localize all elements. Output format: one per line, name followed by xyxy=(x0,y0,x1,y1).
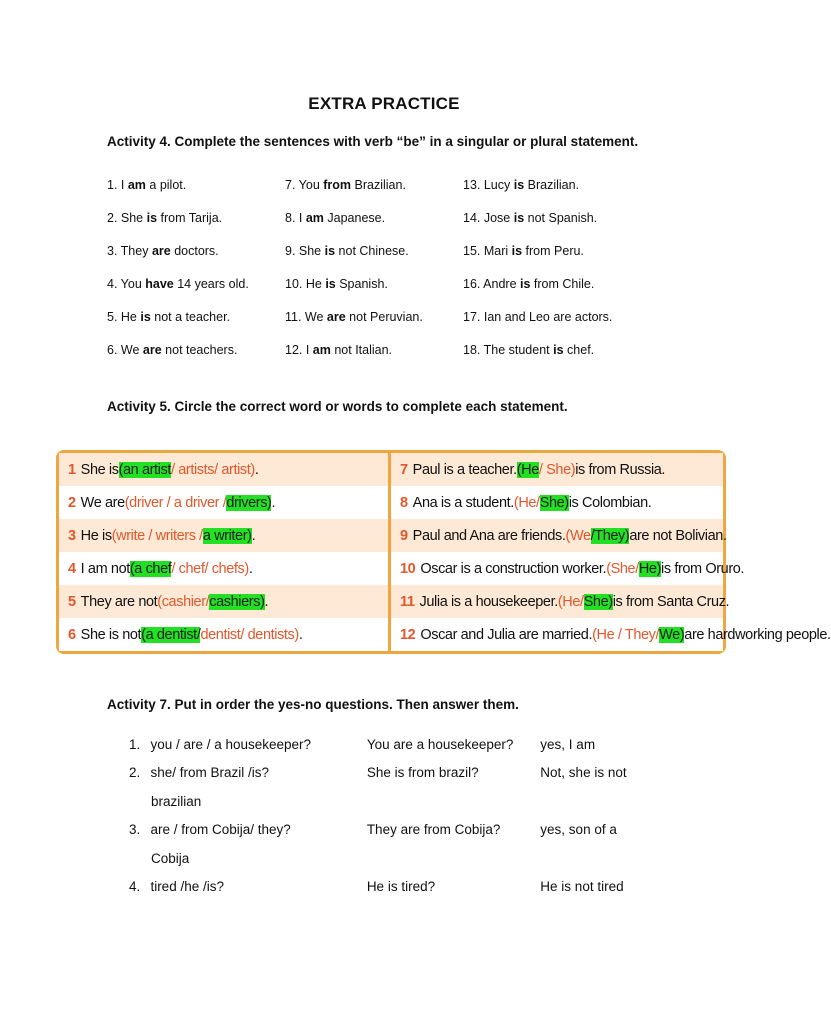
item-number: 7 xyxy=(400,461,408,478)
sentence-text: He is xyxy=(80,527,112,544)
answer-options: (He/ xyxy=(557,593,584,610)
activity4-row xyxy=(107,333,667,366)
question-continuation: brazilian xyxy=(151,793,202,809)
sentence-text: . xyxy=(251,527,256,544)
sentence-text: She is not xyxy=(80,626,142,643)
activity4-verb: is xyxy=(513,177,525,192)
activity4-row xyxy=(107,234,667,267)
answer-options: (He / They/ xyxy=(592,626,660,643)
activity4-verb: is xyxy=(511,243,523,258)
activity5-row xyxy=(59,519,388,552)
activity7-row xyxy=(107,730,667,759)
activity5-row xyxy=(59,585,388,618)
activity7-row xyxy=(107,873,667,902)
answer: yes, I am xyxy=(540,736,596,752)
question-number: 1. xyxy=(129,736,141,752)
question-number: 3. xyxy=(129,822,141,838)
sentence-text: . xyxy=(271,494,276,511)
activity4-sentence: 15. Mari is from Peru. xyxy=(463,243,584,258)
activity4-verb: are xyxy=(151,243,171,258)
ordered-question: He is tired? xyxy=(366,879,436,895)
highlighted-answer: /They) xyxy=(590,527,630,544)
sentence-text: is from Santa Cruz. xyxy=(612,593,730,610)
sentence-text: . xyxy=(298,626,303,643)
sentence-text: We are xyxy=(80,494,125,511)
activity4-verb: is xyxy=(553,342,564,357)
sentence-text: Paul is a teacher. xyxy=(412,461,517,478)
item-number: 4 xyxy=(68,560,76,577)
sentence-text: Paul and Ana are friends. xyxy=(412,527,566,544)
activity4-verb: is xyxy=(146,210,158,225)
activity5-right-column xyxy=(391,453,831,651)
highlighted-answer: He) xyxy=(638,560,662,577)
highlighted-answer: She) xyxy=(583,593,613,610)
activity7-heading: Activity 7. Put in order the yes-no questions. Then answer them. xyxy=(107,697,519,712)
activity4-verb: is xyxy=(520,276,531,291)
activity4-verb: am xyxy=(127,177,146,192)
activity4-sentence: 6. We are not teachers. xyxy=(107,342,238,357)
highlighted-answer: drivers) xyxy=(226,494,272,511)
activity4-sentence: 4. You have 14 years old. xyxy=(107,276,249,291)
sentence-text: is from Russia. xyxy=(575,461,666,478)
answer-options: dentist/ dentists) xyxy=(200,626,299,643)
highlighted-answer: cashiers) xyxy=(209,593,265,610)
activity4-row xyxy=(107,201,667,234)
activity4-verb: am xyxy=(312,342,331,357)
activity4-sentence: 3. They are doctors. xyxy=(107,243,219,258)
answer-options: (He/ xyxy=(513,494,540,511)
item-number: 1 xyxy=(68,461,76,478)
question-continuation: Cobija xyxy=(151,850,190,866)
scrambled-question: you / are / a housekeeper? xyxy=(150,736,312,752)
activity4-sentence: 8. I am Japanese. xyxy=(285,210,386,225)
answer-options: (driver / a driver / xyxy=(124,494,227,511)
activity5-left-column xyxy=(59,453,391,651)
activity4-sentence: 2. She is from Tarija. xyxy=(107,210,223,225)
activity4-verb: am xyxy=(305,210,324,225)
page-title: EXTRA PRACTICE xyxy=(308,94,460,113)
sentence-text: . xyxy=(248,560,253,577)
activity4-row xyxy=(107,300,667,333)
highlighted-answer: (a chef xyxy=(129,560,172,577)
answer: yes, son of a xyxy=(540,822,617,838)
answer-options: (We xyxy=(565,527,591,544)
question-number: 4. xyxy=(129,879,141,895)
activity4-verb: have xyxy=(145,276,174,291)
activity5-row xyxy=(59,453,388,486)
highlighted-answer: We) xyxy=(659,626,685,643)
answer-options: (She/ xyxy=(606,560,639,577)
answer: He is not tired xyxy=(540,879,624,895)
activity4-verb: from xyxy=(323,177,352,192)
activity4-sentence: 5. He is not a teacher. xyxy=(107,309,231,324)
activity5-heading: Activity 5. Circle the correct word or words to complete each statement. xyxy=(107,399,568,414)
activity4-sentence: 10. He is Spanish. xyxy=(285,276,388,291)
activity4-row xyxy=(107,267,667,300)
activity4-grid xyxy=(107,168,667,366)
activity4-sentence: 18. The student is chef. xyxy=(463,342,595,357)
item-number: 8 xyxy=(400,494,408,511)
activity7-list xyxy=(107,730,667,901)
answer-options: / artists/ artist) xyxy=(171,461,255,478)
sentence-text: She is xyxy=(80,461,119,478)
activity7-row xyxy=(107,787,667,816)
item-number: 5 xyxy=(68,593,76,610)
sentence-text: Oscar is a construction worker. xyxy=(420,560,607,577)
activity5-row xyxy=(59,552,388,585)
sentence-text: Oscar and Julia are married. xyxy=(420,626,593,643)
activity5-row xyxy=(391,585,730,618)
answer: Not, she is not xyxy=(540,765,627,781)
activity4-sentence: 7. You from Brazilian. xyxy=(285,177,406,192)
highlighted-answer: (a dentist/ xyxy=(141,626,201,643)
sentence-text: I am not xyxy=(80,560,130,577)
sentence-text: Ana is a student. xyxy=(412,494,514,511)
item-number: 11 xyxy=(400,593,415,610)
highlighted-answer: (He xyxy=(516,461,539,478)
activity5-row xyxy=(391,453,723,486)
activity5-row xyxy=(391,519,727,552)
activity5-row xyxy=(391,618,831,651)
question-number: 2. xyxy=(129,765,141,781)
sentence-text: . xyxy=(264,593,269,610)
ordered-question: They are from Cobija? xyxy=(366,822,501,838)
highlighted-answer: She) xyxy=(539,494,569,511)
sentence-text: are not Bolivian. xyxy=(629,527,727,544)
activity5-row xyxy=(391,552,745,585)
highlighted-answer: (an artist xyxy=(118,461,171,478)
activity4-verb: are xyxy=(142,342,162,357)
activity4-sentence: 11. We are not Peruvian. xyxy=(285,309,423,324)
activity4-sentence: 14. Jose is not Spanish. xyxy=(463,210,598,225)
scrambled-question: are / from Cobija/ they? xyxy=(150,822,291,838)
item-number: 9 xyxy=(400,527,408,544)
answer-options: / She) xyxy=(538,461,576,478)
activity4-sentence: 17. Ian and Leo are actors. xyxy=(463,309,613,324)
activity4-sentence: 9. She is not Chinese. xyxy=(285,243,409,258)
highlighted-answer: a writer) xyxy=(202,527,252,544)
sentence-text: are hardworking people. xyxy=(684,626,831,643)
scrambled-question: she/ from Brazil /is? xyxy=(150,765,269,781)
activity5-row xyxy=(391,486,723,519)
ordered-question: She is from brazil? xyxy=(366,765,479,781)
sentence-text: is from Oruro. xyxy=(661,560,745,577)
sentence-text: . xyxy=(254,461,259,478)
activity5-row xyxy=(59,486,388,519)
activity4-heading: Activity 4. Complete the sentences with verb “be” in a singular or plural statement. xyxy=(107,134,639,149)
answer-options: (cashier/ xyxy=(157,593,210,610)
sentence-text: They are not xyxy=(80,593,158,610)
activity4-sentence: 13. Lucy is Brazilian. xyxy=(463,177,580,192)
item-number: 10 xyxy=(400,560,416,577)
answer-options: (write / writers / xyxy=(111,527,203,544)
activity4-row xyxy=(107,168,667,201)
scrambled-question: tired /he /is? xyxy=(150,879,224,895)
activity4-verb: is xyxy=(325,276,336,291)
answer-options: / chef/ chefs) xyxy=(171,560,249,577)
activity5-row xyxy=(59,618,388,651)
activity7-row xyxy=(107,816,667,845)
activity4-verb: are xyxy=(326,309,346,324)
item-number: 2 xyxy=(68,494,76,511)
activity4-verb: is xyxy=(513,210,525,225)
sentence-text: Julia is a housekeeper. xyxy=(419,593,558,610)
activity7-row xyxy=(107,759,667,788)
activity4-sentence: 1. I am a pilot. xyxy=(107,177,187,192)
item-number: 3 xyxy=(68,527,76,544)
activity4-sentence: 16. Andre is from Chile. xyxy=(463,276,595,291)
activity4-sentence: 12. I am not Italian. xyxy=(285,342,393,357)
item-number: 12 xyxy=(400,626,416,643)
activity4-verb: is xyxy=(324,243,336,258)
sentence-text: is Colombian. xyxy=(568,494,652,511)
activity5-table xyxy=(56,450,831,654)
ordered-question: You are a housekeeper? xyxy=(366,736,514,752)
activity7-row xyxy=(107,844,667,873)
item-number: 6 xyxy=(68,626,76,643)
activity4-verb: is xyxy=(140,309,151,324)
